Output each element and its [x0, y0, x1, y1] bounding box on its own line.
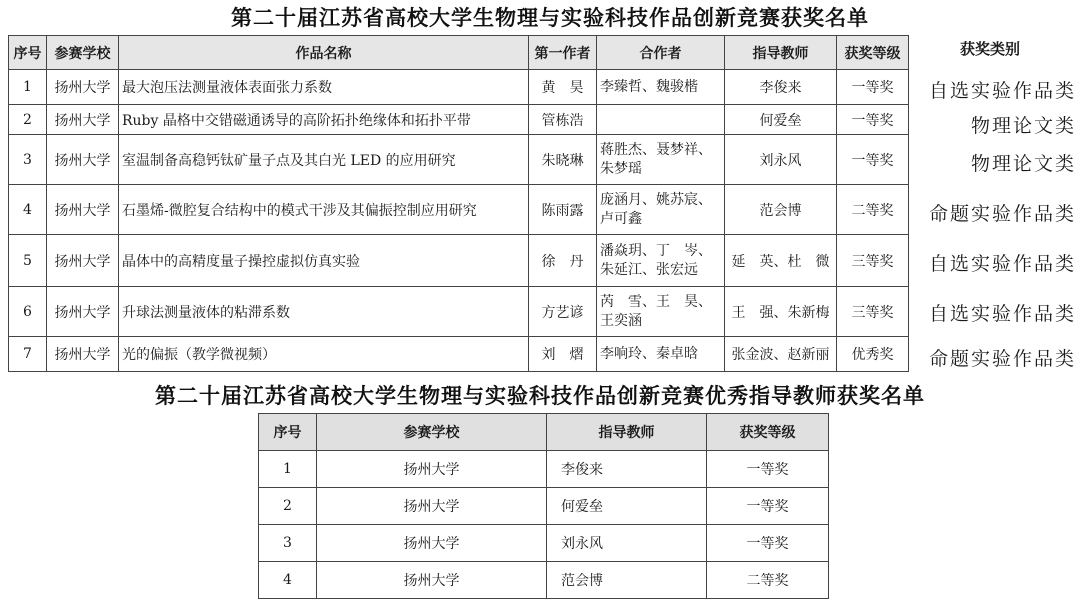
row-work-title: 室温制备高稳钙钛矿量子点及其白光 LED 的应用研究	[119, 135, 529, 185]
row-work-title: 最大泡压法测量液体表面张力系数	[119, 70, 529, 105]
table-row	[9, 337, 909, 372]
table-row	[259, 488, 829, 525]
row-coauthors: 潘焱玥、丁 岑、朱延江、张宏远	[597, 235, 725, 287]
row-advisor: 张金波、赵新丽	[725, 337, 837, 372]
row-school: 扬州大学	[47, 185, 119, 235]
row-first-author: 陈雨露	[529, 185, 597, 235]
row-award-level: 二等奖	[837, 185, 909, 235]
row-school: 扬州大学	[47, 235, 119, 287]
row-category: 物理论文类	[970, 153, 1076, 175]
award-winners-table	[8, 35, 909, 372]
row-advisor: 王 强、朱新梅	[725, 287, 837, 337]
advisor-award-table	[258, 413, 829, 599]
table-row	[9, 70, 909, 105]
header-index: 序号	[259, 414, 317, 451]
table-row	[259, 451, 829, 488]
row-index: 4	[9, 185, 47, 235]
row-school: 扬州大学	[317, 451, 547, 488]
table-row	[259, 562, 829, 599]
row-advisor: 何爱垒	[547, 488, 707, 525]
header-award-level: 获奖等级	[837, 36, 909, 70]
header-advisor: 指导教师	[725, 36, 837, 70]
row-work-title: 升球法测量液体的粘滞系数	[119, 287, 529, 337]
row-index: 4	[259, 562, 317, 599]
row-coauthors: 李臻哲、魏骏楷	[597, 70, 725, 105]
row-school: 扬州大学	[317, 562, 547, 599]
row-award-level: 一等奖	[837, 105, 909, 135]
row-first-author: 方艺谚	[529, 287, 597, 337]
row-index: 3	[259, 525, 317, 562]
row-award-level: 三等奖	[837, 287, 909, 337]
row-award-level: 一等奖	[837, 70, 909, 105]
table-row	[9, 287, 909, 337]
row-coauthors: 芮 雪、王 昊、王奕涵	[597, 287, 725, 337]
advisor-award-title: 第二十届江苏省高校大学生物理与实验科技作品创新竞赛优秀指导教师获奖名单	[155, 383, 925, 408]
row-work-title: 晶体中的高精度量子操控虚拟仿真实验	[119, 235, 529, 287]
row-coauthors: 李响玲、秦卓晗	[597, 337, 725, 372]
row-category: 自选实验作品类	[928, 303, 1076, 325]
row-award-level: 一等奖	[707, 488, 829, 525]
row-award-level: 一等奖	[707, 451, 829, 488]
table-row	[9, 235, 909, 287]
row-school: 扬州大学	[47, 135, 119, 185]
row-index: 1	[9, 70, 47, 105]
row-index: 5	[9, 235, 47, 287]
row-award-level: 二等奖	[707, 562, 829, 599]
row-advisor: 刘永风	[725, 135, 837, 185]
header-advisor: 指导教师	[547, 414, 707, 451]
category-column-header: 获奖类别	[960, 40, 1021, 58]
header-first-author: 第一作者	[529, 36, 597, 70]
row-coauthors: 蒋胜杰、聂梦祥、朱梦瑶	[597, 135, 725, 185]
award-list-title: 第二十届江苏省高校大学生物理与实验科技作品创新竞赛获奖名单	[231, 5, 869, 30]
row-advisor: 范会博	[725, 185, 837, 235]
row-category: 命题实验作品类	[928, 348, 1076, 370]
row-index: 2	[9, 105, 47, 135]
row-category: 命题实验作品类	[928, 203, 1076, 225]
row-work-title: Ruby 晶格中交错磁通诱导的高阶拓扑绝缘体和拓扑平带	[119, 105, 529, 135]
row-first-author: 朱晓琳	[529, 135, 597, 185]
row-school: 扬州大学	[317, 488, 547, 525]
row-award-level: 一等奖	[837, 135, 909, 185]
row-work-title: 石墨烯-微腔复合结构中的模式干涉及其偏振控制应用研究	[119, 185, 529, 235]
row-advisor: 李俊来	[547, 451, 707, 488]
row-school: 扬州大学	[317, 525, 547, 562]
row-index: 2	[259, 488, 317, 525]
row-first-author: 管栋浩	[529, 105, 597, 135]
row-first-author: 刘 熠	[529, 337, 597, 372]
row-coauthors: 庞涵月、姚苏宸、卢可鑫	[597, 185, 725, 235]
table-row	[9, 185, 909, 235]
row-first-author: 黄 昊	[529, 70, 597, 105]
table-header-row	[9, 36, 909, 70]
header-coauthors: 合作者	[597, 36, 725, 70]
row-school: 扬州大学	[47, 70, 119, 105]
header-work-title: 作品名称	[119, 36, 529, 70]
header-school: 参赛学校	[317, 414, 547, 451]
row-award-level: 优秀奖	[837, 337, 909, 372]
row-index: 3	[9, 135, 47, 185]
row-advisor: 范会博	[547, 562, 707, 599]
row-advisor: 李俊来	[725, 70, 837, 105]
row-first-author: 徐 丹	[529, 235, 597, 287]
row-advisor: 延 英、杜 微	[725, 235, 837, 287]
row-advisor: 刘永风	[547, 525, 707, 562]
table-row	[9, 135, 909, 185]
row-index: 1	[259, 451, 317, 488]
table-row	[259, 525, 829, 562]
row-award-level: 一等奖	[707, 525, 829, 562]
header-index: 序号	[9, 36, 47, 70]
header-award-level: 获奖等级	[707, 414, 829, 451]
row-index: 6	[9, 287, 47, 337]
table-header-row	[259, 414, 829, 451]
row-school: 扬州大学	[47, 337, 119, 372]
header-school: 参赛学校	[47, 36, 119, 70]
table-row	[9, 105, 909, 135]
row-award-level: 三等奖	[837, 235, 909, 287]
row-coauthors	[597, 105, 725, 135]
row-index: 7	[9, 337, 47, 372]
row-work-title: 光的偏振（教学微视频）	[119, 337, 529, 372]
row-category: 物理论文类	[970, 115, 1076, 137]
row-category: 自选实验作品类	[928, 253, 1076, 275]
row-advisor: 何爱垒	[725, 105, 837, 135]
row-school: 扬州大学	[47, 105, 119, 135]
row-category: 自选实验作品类	[928, 80, 1076, 102]
row-school: 扬州大学	[47, 287, 119, 337]
